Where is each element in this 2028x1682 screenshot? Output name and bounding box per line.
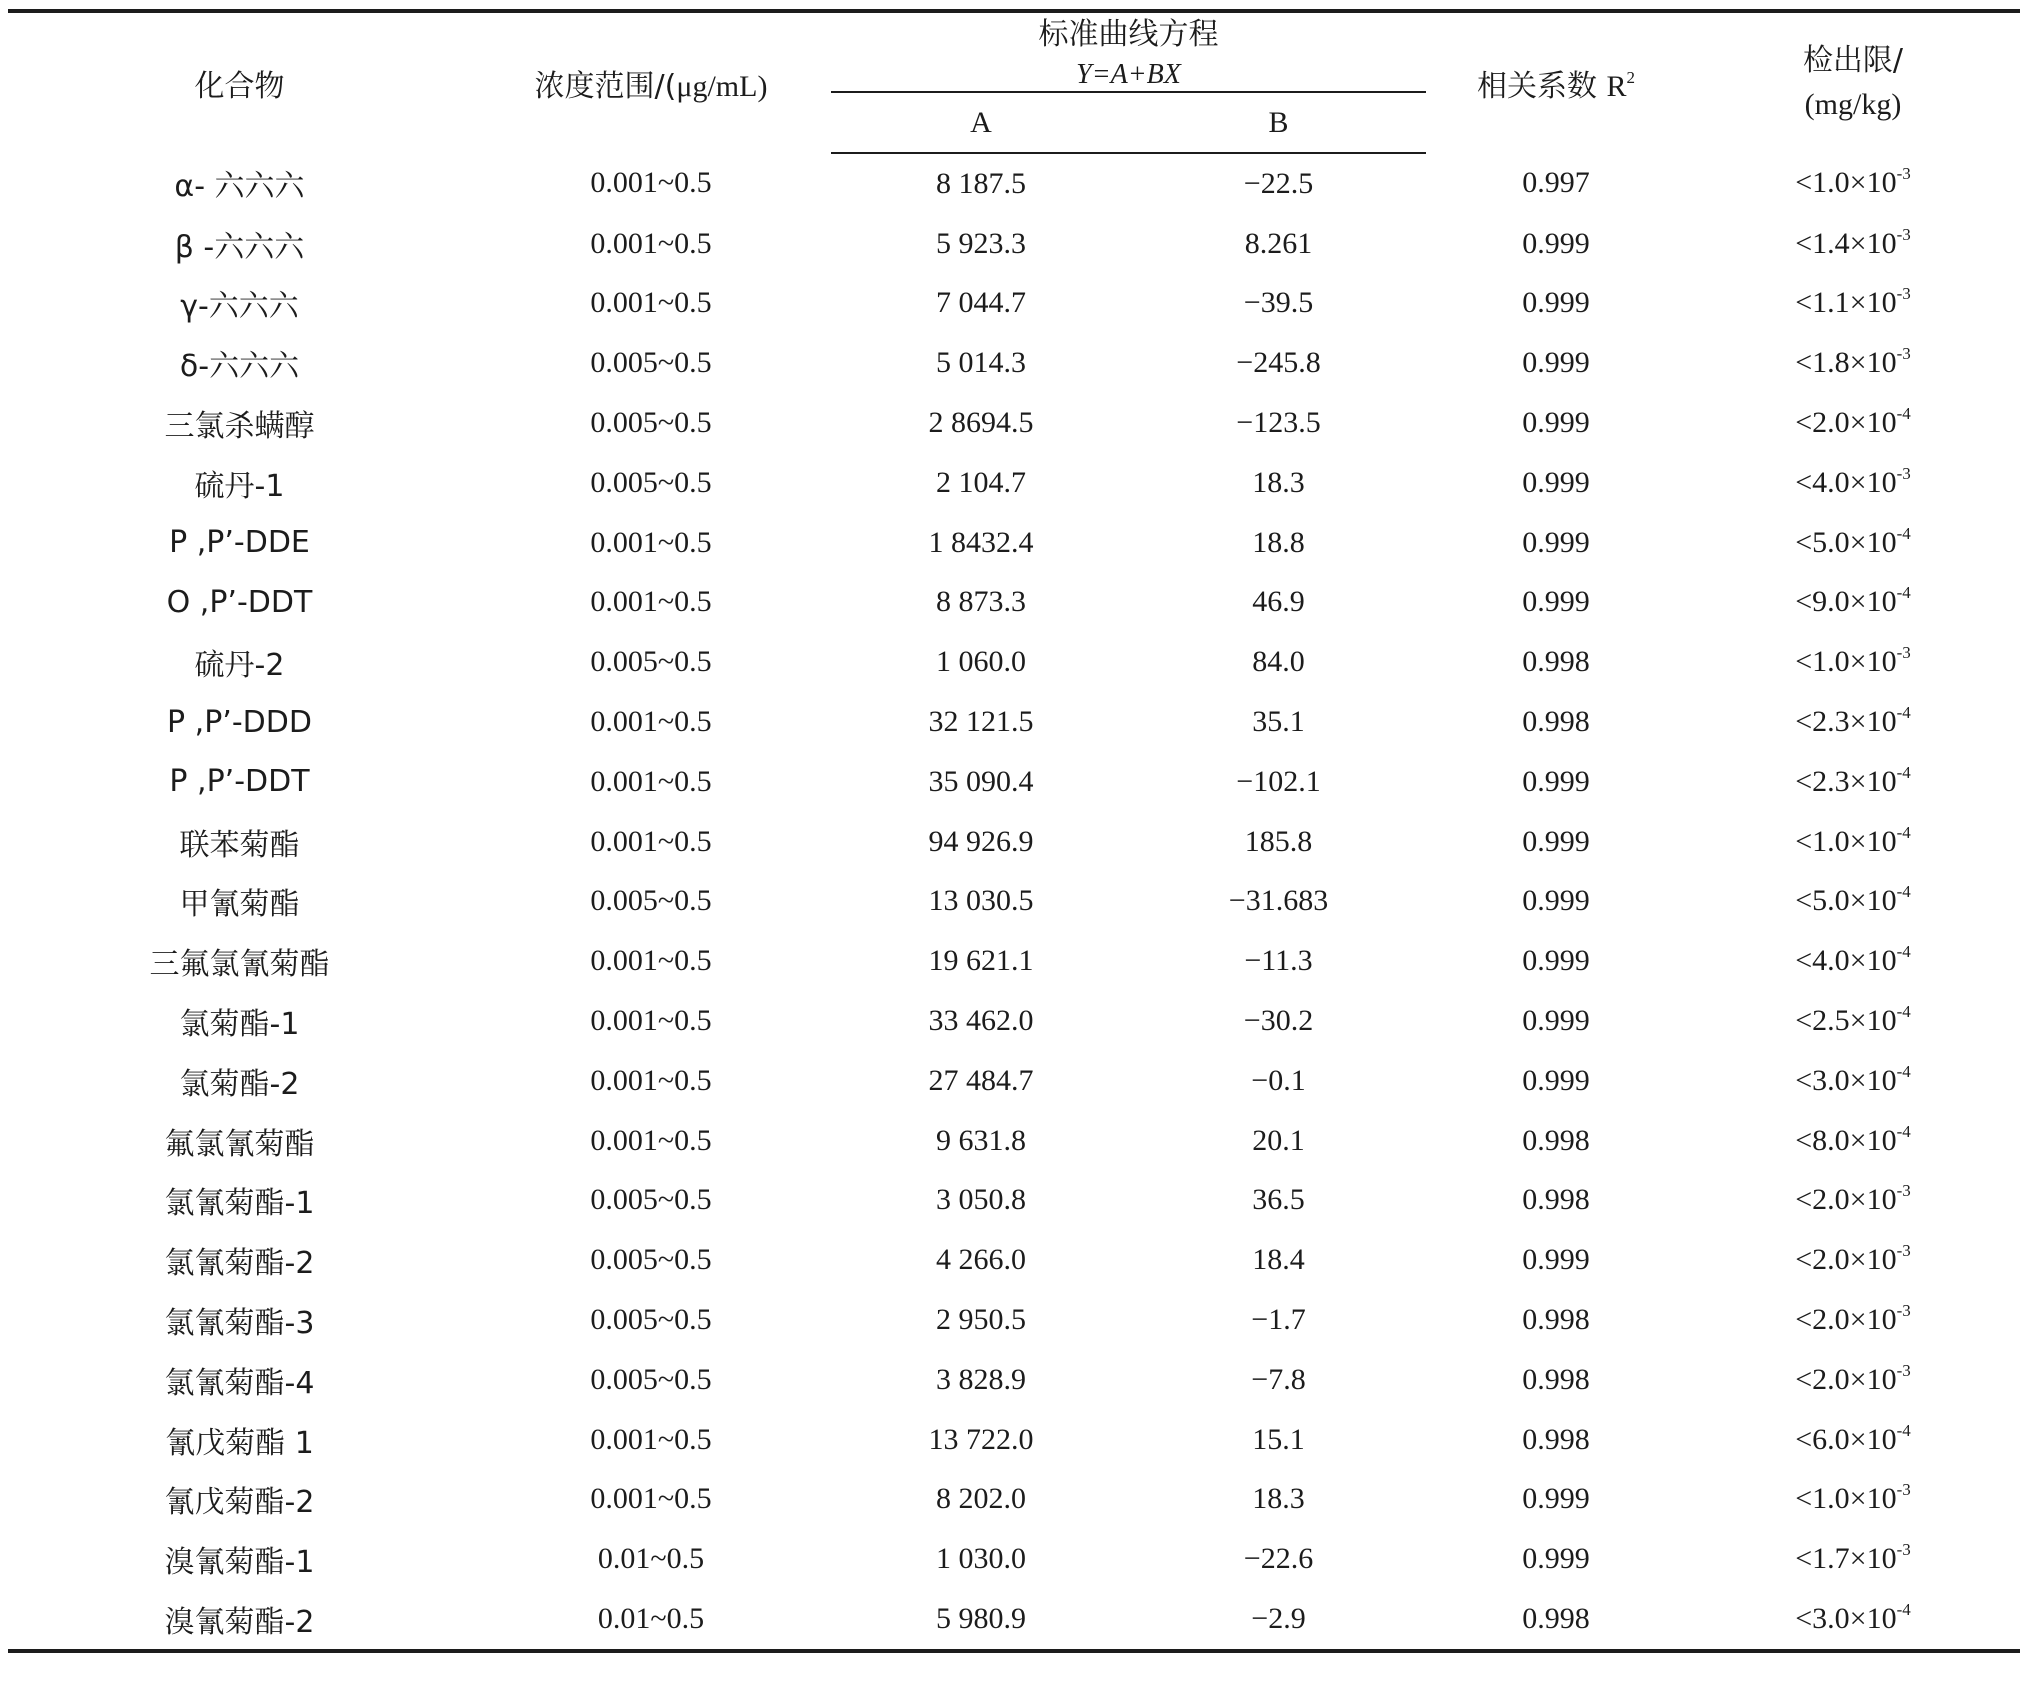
cell-coefficient-b: 18.8 [1252,525,1305,559]
cell-detection-limit [1686,991,2020,1051]
table-body [8,153,2020,1651]
detection-limit-exponent: -3 [1896,463,1911,483]
cell-correlation-r2: 0.998 [1522,645,1590,679]
cell-coefficient-a: 3 828.9 [936,1362,1026,1396]
cell-coefficient-b: −102.1 [1236,764,1321,798]
detection-limit-exponent: -4 [1896,583,1911,603]
cell-coefficient-b: −1.7 [1251,1303,1306,1337]
table-row [8,1529,2020,1589]
cell-compound: 氰戊菊酯-2 [164,1485,315,1521]
table-row [8,393,2020,453]
cell-detection-limit [1686,1350,2020,1410]
cell-coefficient-b: 46.9 [1252,585,1305,619]
cell-concentration-range: 0.005~0.5 [590,1243,712,1277]
cell-detection-limit [1686,513,2020,573]
detection-limit-exponent: -3 [1896,1241,1911,1261]
cell-compound: 氰戊菊酯 1 [165,1425,314,1461]
detection-limit-exponent: -4 [1896,1420,1911,1440]
cell-compound: 氟氯氰菊酯 [164,1126,315,1162]
table-row [8,333,2020,393]
cell-coefficient-b: 8.261 [1244,226,1313,260]
cell-compound: 联苯菊酯 [179,827,300,863]
cell-detection-limit [1686,931,2020,991]
detection-limit-exponent: -3 [1896,1301,1911,1321]
cell-correlation-r2: 0.998 [1522,1602,1590,1636]
cell-coefficient-b: −245.8 [1236,346,1321,380]
cell-detection-limit [1686,214,2020,274]
cell-detection-limit [1686,1171,2020,1231]
cell-correlation-r2: 0.999 [1522,465,1590,499]
table-row [8,1111,2020,1171]
table-row [8,752,2020,812]
cell-correlation-r2: 0.999 [1522,286,1590,320]
cell-detection-limit [1686,1589,2020,1651]
cell-concentration-range: 0.001~0.5 [590,1123,712,1157]
detection-limit-value: <2.5×10 [1795,1004,1897,1038]
table-row [8,1350,2020,1410]
cell-coefficient-a: 1 8432.4 [928,525,1034,559]
cell-coefficient-a: 1 030.0 [936,1542,1026,1576]
cell-correlation-r2: 0.999 [1522,1063,1590,1097]
header-standard-curve [831,11,1426,92]
detection-limit-exponent: -4 [1896,523,1911,543]
table-row [8,1171,2020,1231]
cell-detection-limit [1686,1051,2020,1111]
detection-limit-value: <1.0×10 [1795,1482,1897,1516]
detection-limit-exponent: -4 [1896,822,1911,842]
cell-concentration-range: 0.001~0.5 [590,525,712,559]
header-col-b: B [1131,92,1426,153]
detection-limit-exponent: -3 [1896,643,1911,663]
detection-limit-exponent: -3 [1896,1181,1911,1201]
cell-coefficient-b: 35.1 [1252,705,1305,739]
detection-limit-value: <2.3×10 [1795,705,1897,739]
cell-coefficient-a: 5 014.3 [936,346,1026,380]
cell-correlation-r2: 0.999 [1522,884,1590,918]
detection-limit-value: <2.0×10 [1795,1303,1897,1337]
cell-coefficient-a: 2 950.5 [936,1303,1026,1337]
cell-compound: 氯菊酯-1 [179,1007,300,1043]
table-row [8,692,2020,752]
detection-limit-value: <4.0×10 [1795,944,1897,978]
detection-limit-exponent: -4 [1896,1600,1911,1620]
table-row [8,1470,2020,1530]
table-row [8,453,2020,513]
cell-coefficient-a: 27 484.7 [928,1063,1034,1097]
cell-concentration-range: 0.001~0.5 [590,764,712,798]
cell-correlation-r2: 0.998 [1522,1123,1590,1157]
cell-coefficient-a: 1 060.0 [936,645,1026,679]
detection-limit-value: <9.0×10 [1795,585,1897,619]
cell-compound: O ,P’-DDT [166,584,313,620]
detection-limit-exponent: -4 [1896,1121,1911,1141]
cell-coefficient-a: 8 187.5 [936,166,1026,200]
cell-coefficient-a: 94 926.9 [928,824,1034,858]
cell-detection-limit [1686,692,2020,752]
cell-correlation-r2: 0.998 [1522,1183,1590,1217]
cell-detection-limit [1686,632,2020,692]
header-r2-superscript: 2 [1626,68,1636,87]
cell-correlation-r2: 0.999 [1522,944,1590,978]
table-row [8,573,2020,633]
cell-concentration-range: 0.001~0.5 [590,824,712,858]
detection-limit-value: <1.0×10 [1795,166,1897,200]
table-row [8,1230,2020,1290]
cell-detection-limit [1686,453,2020,513]
cell-coefficient-b: −7.8 [1251,1362,1306,1396]
cell-compound: 三氟氯氰菊酯 [149,947,330,983]
cell-coefficient-a: 9 631.8 [936,1123,1026,1157]
cell-coefficient-a: 13 722.0 [928,1422,1034,1456]
table-row [8,872,2020,932]
cell-coefficient-b: −30.2 [1243,1004,1314,1038]
detection-limit-value: <1.0×10 [1795,824,1897,858]
detection-limit-exponent: -3 [1896,1540,1911,1560]
cell-detection-limit [1686,1290,2020,1350]
detection-limit-value: <3.0×10 [1795,1602,1897,1636]
cell-detection-limit [1686,812,2020,872]
cell-detection-limit [1686,333,2020,393]
detection-limit-exponent: -4 [1896,404,1911,424]
cell-coefficient-b: −39.5 [1243,286,1314,320]
cell-coefficient-b: −0.1 [1251,1063,1306,1097]
cell-compound: P ,P’-DDE [169,525,310,561]
header-detection-limit-label: 检出限/ [1802,43,1904,78]
cell-coefficient-a: 19 621.1 [928,944,1034,978]
header-detection-limit-unit: (mg/kg) [1804,88,1902,121]
table-row [8,513,2020,573]
detection-limit-value: <2.0×10 [1795,1362,1897,1396]
detection-limit-value: <3.0×10 [1795,1063,1897,1097]
cell-coefficient-a: 7 044.7 [936,286,1026,320]
cell-compound: γ-六六六 [180,289,299,325]
detection-limit-value: <1.0×10 [1795,645,1897,679]
cell-correlation-r2: 0.999 [1522,406,1590,440]
cell-detection-limit [1686,573,2020,633]
cell-coefficient-a: 13 030.5 [928,884,1034,918]
table-row [8,1589,2020,1651]
table-row [8,632,2020,692]
detection-limit-value: <1.8×10 [1795,346,1897,380]
cell-concentration-range: 0.005~0.5 [590,1303,712,1337]
detection-limit-value: <5.0×10 [1795,525,1897,559]
table-row [8,931,2020,991]
detection-limit-value: <1.4×10 [1795,226,1897,260]
detection-limit-value: <2.3×10 [1795,764,1897,798]
cell-compound: 三氯杀螨醇 [164,409,315,445]
cell-coefficient-b: −22.5 [1243,166,1314,200]
cell-concentration-range: 0.005~0.5 [590,465,712,499]
detection-limit-exponent: -4 [1896,1002,1911,1022]
cell-compound: P ,P’-DDD [167,704,312,740]
cell-detection-limit [1686,153,2020,214]
detection-limit-value: <8.0×10 [1795,1123,1897,1157]
cell-compound: 氯氰菊酯-2 [164,1246,315,1282]
cell-detection-limit [1686,1111,2020,1171]
cell-concentration-range: 0.005~0.5 [590,645,712,679]
cell-detection-limit [1686,872,2020,932]
cell-concentration-range: 0.001~0.5 [590,705,712,739]
cell-concentration-range: 0.001~0.5 [590,1063,712,1097]
cell-correlation-r2: 0.999 [1522,346,1590,380]
detection-limit-value: <1.1×10 [1795,286,1897,320]
cell-coefficient-b: 185.8 [1244,824,1313,858]
cell-correlation-r2: 0.999 [1522,525,1590,559]
cell-concentration-range: 0.001~0.5 [590,286,712,320]
header-detection-limit [1686,11,2020,153]
table-row [8,1290,2020,1350]
cell-coefficient-b: −2.9 [1251,1602,1306,1636]
cell-coefficient-a: 2 8694.5 [928,406,1034,440]
cell-coefficient-a: 2 104.7 [936,465,1026,499]
cell-coefficient-b: 18.3 [1252,465,1305,499]
table-row [8,1410,2020,1470]
cell-detection-limit [1686,393,2020,453]
table-row [8,991,2020,1051]
cell-coefficient-a: 5 980.9 [936,1602,1026,1636]
cell-compound: 氯氰菊酯-3 [164,1306,315,1342]
cell-coefficient-a: 8 202.0 [936,1482,1026,1516]
cell-compound: 硫丹-2 [194,648,285,684]
cell-concentration-range: 0.001~0.5 [590,944,712,978]
detection-limit-exponent: -4 [1896,882,1911,902]
cell-coefficient-b: −22.6 [1243,1542,1314,1576]
cell-correlation-r2: 0.999 [1522,824,1590,858]
cell-coefficient-a: 32 121.5 [928,705,1034,739]
cell-concentration-range: 0.005~0.5 [590,1183,712,1217]
cell-compound: 硫丹-1 [194,468,285,504]
table-row [8,1051,2020,1111]
detection-limit-value: <5.0×10 [1795,884,1897,918]
header-standard-curve-title: 标准曲线方程 [1038,17,1219,52]
cell-concentration-range: 0.001~0.5 [590,166,712,200]
cell-concentration-range: 0.005~0.5 [590,1362,712,1396]
header-concentration-range: 浓度范围/(μg/mL) [534,69,768,104]
detection-limit-exponent: -3 [1896,164,1911,184]
cell-coefficient-b: −31.683 [1228,884,1329,918]
calibration-table [8,9,2020,1653]
header-compound: 化合物 [194,69,285,104]
header-correlation: 相关系数 $R^2$ [1476,68,1636,104]
cell-concentration-range: 0.001~0.5 [590,226,712,260]
cell-compound: 溴氰菊酯-2 [164,1605,315,1641]
header-r2-symbol: R [1606,70,1627,103]
cell-correlation-r2: 0.999 [1522,1542,1590,1576]
cell-coefficient-a: 4 266.0 [936,1243,1026,1277]
cell-concentration-range: 0.01~0.5 [597,1602,705,1636]
table-row [8,214,2020,274]
cell-compound: δ-六六六 [179,349,300,385]
cell-correlation-r2: 0.999 [1522,1004,1590,1038]
cell-correlation-r2: 0.998 [1522,1362,1590,1396]
cell-compound: 氯菊酯-2 [179,1066,300,1102]
cell-compound: α- 六六六 [174,169,305,205]
cell-compound: β -六六六 [174,229,305,265]
cell-coefficient-a: 5 923.3 [936,226,1026,260]
cell-coefficient-b: −123.5 [1236,406,1321,440]
cell-compound: 氯氰菊酯-4 [164,1365,315,1401]
detection-limit-value: <2.0×10 [1795,1243,1897,1277]
cell-coefficient-b: 36.5 [1252,1183,1305,1217]
cell-correlation-r2: 0.998 [1522,705,1590,739]
table-header [8,11,2020,153]
detection-limit-value: <1.7×10 [1795,1542,1897,1576]
cell-compound: 溴氰菊酯-1 [164,1545,315,1581]
table-row [8,812,2020,872]
cell-correlation-r2: 0.999 [1522,226,1590,260]
detection-limit-value: <6.0×10 [1795,1422,1897,1456]
detection-limit-value: <4.0×10 [1795,465,1897,499]
detection-limit-exponent: -3 [1896,284,1911,304]
cell-compound: P ,P’-DDT [169,764,310,800]
cell-correlation-r2: 0.998 [1522,1422,1590,1456]
cell-coefficient-b: 15.1 [1252,1422,1305,1456]
header-standard-curve-equation: Y=A+BX [1076,59,1181,90]
table-row [8,274,2020,334]
cell-correlation-r2: 0.998 [1522,1303,1590,1337]
cell-compound: 甲氰菊酯 [179,887,300,923]
cell-correlation-r2: 0.999 [1522,1243,1590,1277]
cell-coefficient-a: 8 873.3 [936,585,1026,619]
cell-coefficient-a: 35 090.4 [928,764,1034,798]
cell-concentration-range: 0.005~0.5 [590,346,712,380]
cell-detection-limit [1686,274,2020,334]
cell-detection-limit [1686,1529,2020,1589]
cell-concentration-range: 0.001~0.5 [590,1422,712,1456]
cell-compound: 氯氰菊酯-1 [164,1186,315,1222]
detection-limit-exponent: -3 [1896,224,1911,244]
cell-coefficient-b: −11.3 [1244,944,1313,978]
detection-limit-exponent: -3 [1896,1360,1911,1380]
cell-detection-limit [1686,1470,2020,1530]
cell-concentration-range: 0.005~0.5 [590,406,712,440]
detection-limit-exponent: -4 [1896,762,1911,782]
cell-concentration-range: 0.001~0.5 [590,585,712,619]
header-concentration-unit: μg/mL) [676,70,768,103]
cell-coefficient-b: 18.3 [1252,1482,1305,1516]
cell-coefficient-a: 3 050.8 [936,1183,1026,1217]
cell-correlation-r2: 0.997 [1522,166,1590,200]
cell-coefficient-b: 84.0 [1252,645,1305,679]
detection-limit-exponent: -3 [1896,1480,1911,1500]
cell-correlation-r2: 0.999 [1522,764,1590,798]
detection-limit-exponent: -4 [1896,1061,1911,1081]
cell-concentration-range: 0.01~0.5 [597,1542,705,1576]
detection-limit-exponent: -4 [1896,942,1911,962]
detection-limit-value: <2.0×10 [1795,406,1897,440]
cell-correlation-r2: 0.999 [1522,1482,1590,1516]
header-col-a: A [831,92,1131,153]
cell-concentration-range: 0.005~0.5 [590,884,712,918]
cell-coefficient-b: 20.1 [1252,1123,1305,1157]
cell-detection-limit [1686,752,2020,812]
detection-limit-value: <2.0×10 [1795,1183,1897,1217]
calibration-table-container [8,9,2020,1653]
cell-concentration-range: 0.001~0.5 [590,1482,712,1516]
cell-correlation-r2: 0.999 [1522,585,1590,619]
cell-coefficient-b: 18.4 [1252,1243,1305,1277]
cell-detection-limit [1686,1230,2020,1290]
detection-limit-exponent: -3 [1896,344,1911,364]
cell-detection-limit [1686,1410,2020,1470]
cell-concentration-range: 0.001~0.5 [590,1004,712,1038]
cell-coefficient-a: 33 462.0 [928,1004,1034,1038]
detection-limit-exponent: -4 [1896,703,1911,723]
table-row [8,153,2020,214]
